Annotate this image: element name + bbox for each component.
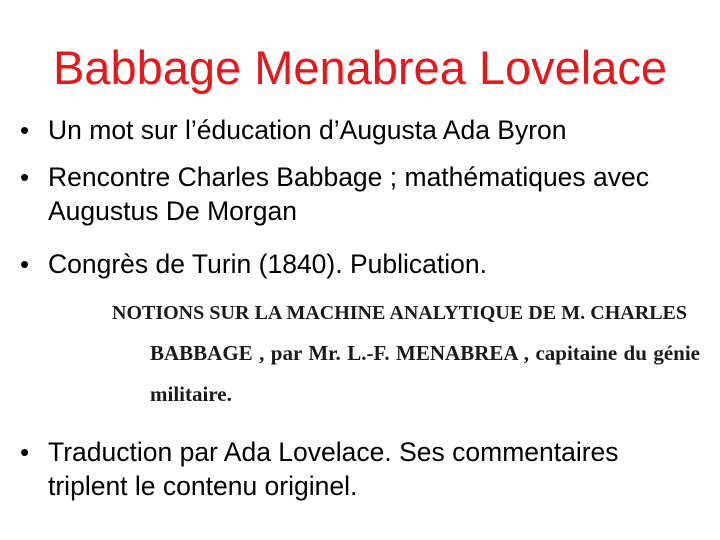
bullet-text: Rencontre Charles Babbage ; mathématiques avec Augustus De Morgan [48,162,650,226]
excerpt-line-2: BABBAGE , par Mr. L.-F. MENABREA , capitaine du génie [150,341,700,365]
publication-title-excerpt [100,296,700,416]
excerpt-line-1: NOTIONS SUR LA MACHINE ANALYTIQUE DE M. CHARLES [112,302,687,324]
bullet-marker: • [20,115,30,145]
bullet-text: Un mot sur l’éducation d’Augusta Ada Byron [48,115,567,145]
bullet-marker: • [20,249,30,279]
excerpt-line-3: militaire. [150,382,232,406]
bullet-text: Traduction par Ada Lovelace. Ses commentaires triplent le contenu originel. [48,437,619,501]
bullet-text: Congrès de Turin (1840). Publication. [48,249,487,279]
bullet-marker: • [20,437,30,467]
bullet-item [20,113,700,147]
slide-title: Babbage Menabrea Lovelace [52,41,668,94]
bullet-marker: • [20,162,30,192]
bullet-item [20,160,700,228]
bullet-item [20,247,700,281]
bullet-item [20,435,700,503]
